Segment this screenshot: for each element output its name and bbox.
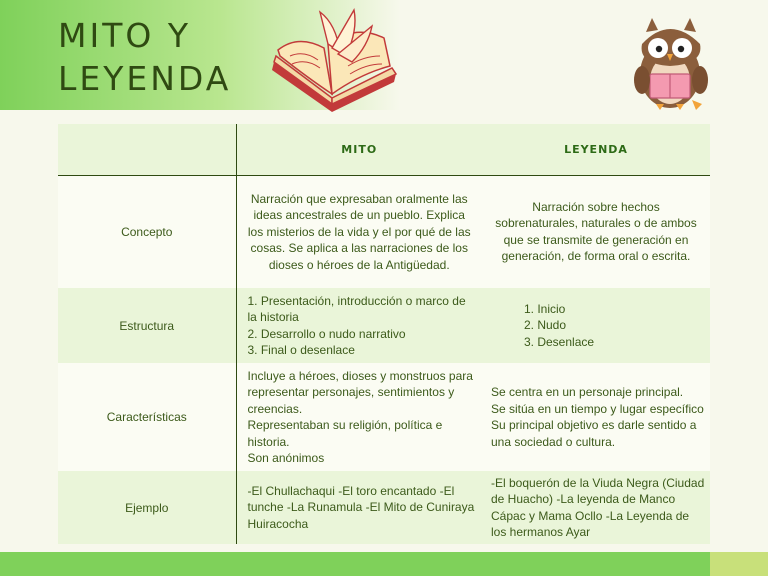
page-title [58, 14, 231, 100]
row-label-ejemplo: Ejemplo [58, 471, 236, 544]
list-item: Su principal objetivo es darle sentido a una sociedad o cultura. [491, 418, 697, 449]
table-header-row [58, 124, 710, 175]
cell-concepto-mito: Narración que expresaban oralmente las ideas ancestrales de un pueblo. Explica los misterios de la vida y el por qué de las cosas. Se aplica a las narraciones de los dioses o héroes de la Antigüedad. [247, 191, 471, 272]
footer-band [0, 552, 710, 576]
list-item: Se sitúa en un tiempo y lugar específico [491, 401, 704, 416]
title-line-1: MITO Y [58, 16, 191, 55]
cell-ejemplo-mito: -El Chullachaqui -El toro encantado -El tunche -La Runamula -El Mito de Cuniraya Huiracocha [247, 483, 475, 531]
table-row-estructura [58, 288, 710, 363]
cell-caracteristicas-mito [236, 363, 482, 471]
footer-band-accent [710, 552, 768, 576]
list-item: Incluye a héroes, dioses y monstruos para representar personajes, sentimientos y creencias. [247, 368, 473, 416]
header-label-cell [58, 124, 236, 175]
list-item: Son anónimos [247, 451, 325, 465]
row-label-caracteristicas: Características [58, 363, 236, 471]
title-line-2: LEYENDA [58, 59, 232, 98]
cell-ejemplo-leyenda: -El boquerón de la Viuda Negra (Ciudad de Huacho) -La leyenda de Manco Cápac y Mama Ocllo -La Leyenda de los hermanos Ayar [491, 475, 705, 539]
list-item: Representaban su religión, política e historia. [247, 418, 443, 449]
table-row-ejemplo [58, 471, 710, 544]
header-leyenda: LEYENDA [482, 124, 710, 175]
row-label-concepto: Concepto [58, 175, 236, 288]
list-item: 1. Inicio [524, 301, 566, 316]
cell-concepto-leyenda: Narración sobre hechos sobrenaturales, naturales o de ambos que se transmite de generación en generación, de forma oral o escrita. [495, 199, 697, 264]
cell-estructura-mito [236, 288, 482, 363]
list-item: Se centra en un personaje principal. [491, 385, 684, 399]
list-item: 2. Desarrollo o nudo narrativo [247, 326, 406, 341]
list-item: 3. Final o desenlace [247, 343, 355, 357]
open-book-icon [268, 4, 400, 112]
list-item: 1. Presentación, introducción o marco de la historia [247, 293, 466, 324]
list-item: 2. Nudo [524, 318, 567, 333]
cell-caracteristicas-leyenda [482, 363, 710, 471]
row-label-estructura: Estructura [58, 288, 236, 363]
list-item: 3. Desenlace [524, 334, 595, 349]
comparison-table [58, 124, 710, 544]
owl-reading-icon [630, 14, 714, 112]
table-row-concepto [58, 175, 710, 288]
header-mito: MITO [236, 124, 482, 175]
table-row-caracteristicas [58, 363, 710, 471]
cell-estructura-leyenda [482, 288, 710, 363]
